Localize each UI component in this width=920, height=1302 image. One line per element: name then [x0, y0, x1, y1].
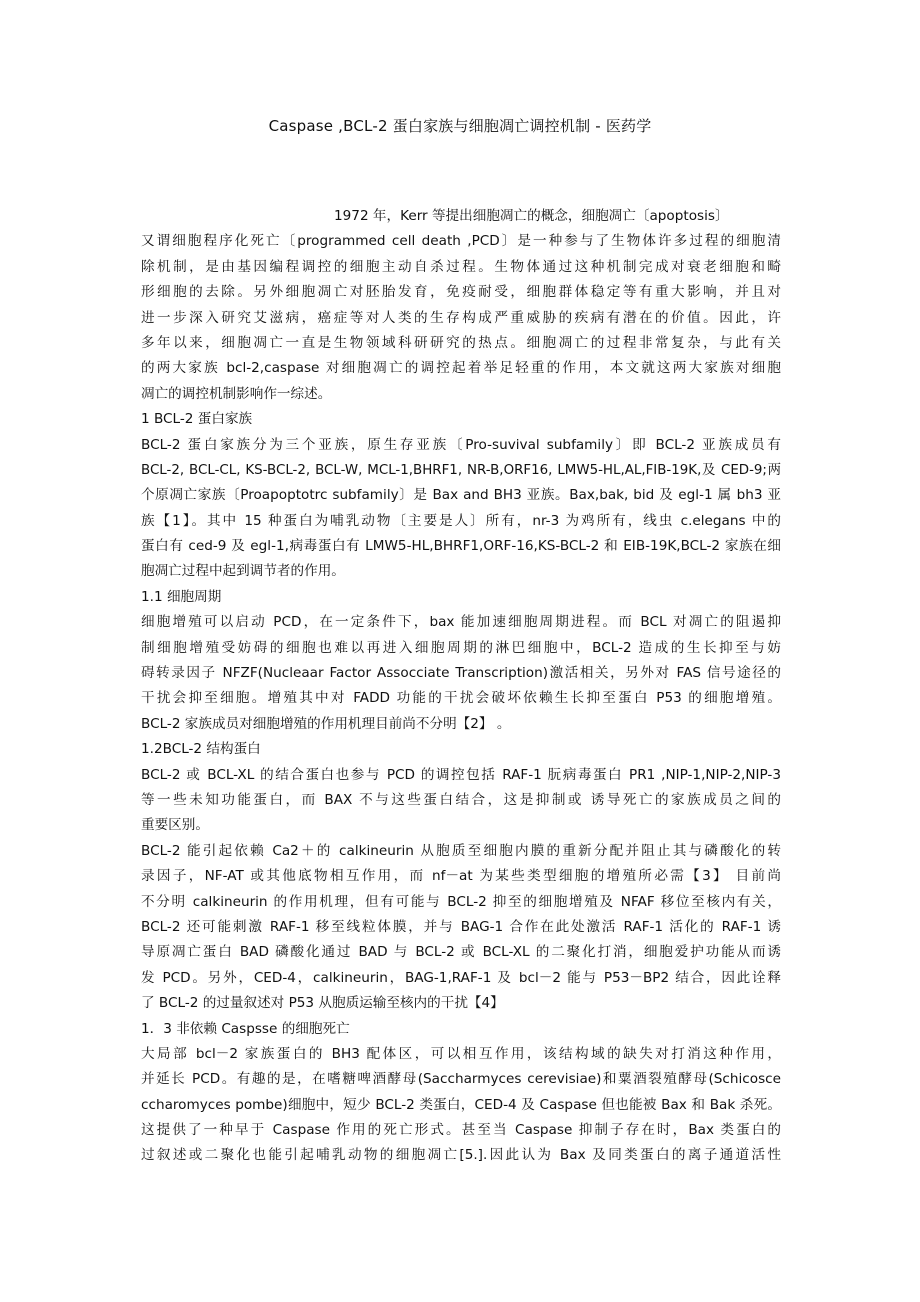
paragraph-line: BCL-2 家族成员对细胞增殖的作用机理目前尚不分明【2】 。 [141, 715, 511, 732]
paragraph-line: BCL-2 或 BCL-XL 的结合蛋白也参与 PCD 的调控包括 RAF-1 朊病毒蛋白 PR1 ,NIP-1,NIP-2,NIP-3 [141, 766, 781, 783]
section-heading: 1．3 非依赖 Caspsse 的细胞死亡 [141, 1020, 350, 1037]
paragraph-line: 等一些未知功能蛋白，而 BAX 不与这些蛋白结合，这是抑制或 诱导死亡的家族成员之间的 [141, 791, 781, 808]
paragraph-line: 了 BCL-2 的过量叙述对 P53 从胞质运输至核内的干扰【4】 [141, 995, 504, 1012]
paragraph-line: 除机制，是由基因编程调控的细胞主动自杀过程。生物体通过这种机制完成对衰老细胞和畸 [141, 258, 781, 275]
paragraph-line: 多年以来，细胞凋亡一直是生物领域科研研究的热点。细胞凋亡的过程非常复杂，与此有关 [141, 334, 781, 351]
paragraph-line: 进一步深入研究艾滋病，癌症等对人类的生存构成严重威胁的疾病有潜在的价值。因此，许 [141, 309, 781, 326]
paragraph-line: BCL-2 能引起依赖 Ca2＋的 calkineurin 从胞质至细胞内膜的重新分配并阻止其与磷酸化的转 [141, 842, 781, 859]
document-body [141, 204, 781, 1169]
paragraph-line: 发 PCD。另外，CED-4，calkineurin，BAG-1,RAF-1 及 bcl－2 能与 P53－BP2 结合，因此诠释 [141, 969, 781, 986]
paragraph-line: 这提供了一种早于 Caspase 作用的死亡形式。甚至当 Caspase 抑制子存在时，Bax 类蛋白的 [141, 1122, 781, 1139]
paragraph-line: 导原凋亡蛋白 BAD 磷酸化通过 BAD 与 BCL-2 或 BCL-XL 的二聚化打消，细胞爱护功能从而诱 [141, 944, 781, 961]
paragraph-line: 录因子，NF-AT 或其他底物相互作用，而 nf－at 为某些类型细胞的增殖所必需【3】 目前尚 [141, 868, 781, 885]
paragraph-line: 制细胞增殖受妨碍的细胞也难以再进入细胞周期的淋巴细胞中，BCL-2 造成的生长抑至与妨 [141, 639, 781, 656]
paragraph-line: 大局部 bcl－2 家族蛋白的 BH3 配体区，可以相互作用，该结构域的缺失对打消这种作用， [141, 1045, 781, 1062]
paragraph-line: 形细胞的去除。另外细胞凋亡对胚胎发育，免疫耐受，细胞群体稳定等有重大影响，并且对 [141, 284, 781, 301]
paragraph-line: 并延长 PCD。有趣的是，在嗜糖啤酒酵母(Saccharmyces cerevisiae)和粟酒裂殖酵母(Schicosce [141, 1071, 781, 1088]
paragraph-line: 凋亡的调控机制影响作一综述。 [141, 385, 332, 402]
paragraph-line: BCL-2, BCL-CL, KS-BCL-2, BCL-W, MCL-1,BHRF1, NR-B,ORF16, LMW5-HL,AL,FIB-19K,及 CED-9;两 [141, 462, 781, 478]
paragraph-line: 1972 年，Kerr 等提出细胞凋亡的概念，细胞凋亡〔apoptosis〕 [334, 208, 729, 224]
paragraph-line: 不分明 calkineurin 的作用机理，但有可能与 BCL-2 抑至的细胞增殖及 NFAF 移位至核内有关， [141, 893, 781, 910]
section-heading: 1.2BCL-2 结构蛋白 [141, 741, 261, 758]
section-heading: 1.1 细胞周期 [141, 588, 222, 605]
paragraph-line: 过叙述或二聚化也能引起哺乳动物的细胞凋亡[5.].因此认为 Bax 及同类蛋白的离子通道活性 [141, 1147, 781, 1164]
section-heading: 1 BCL-2 蛋白家族 [141, 411, 253, 428]
paragraph-line: ccharomyces pombe)细胞中，短少 BCL-2 类蛋白，CED-4 及 Caspase 但也能被 Bax 和 Bak 杀死。 [141, 1096, 781, 1113]
paragraph-line: 干扰会抑至细胞。增殖其中对 FADD 功能的干扰会破坏依赖生长抑至蛋白 P53 的细胞增殖。 [141, 690, 781, 707]
paragraph-line: 碍转录因子 NFZF(Nucleaar Factor Assocciate Transcription)激活相关，另外对 FAS 信号途径的 [141, 665, 781, 682]
document-title: Caspase ,BCL-2 蛋白家族与细胞凋亡调控机制 - 医药学 [268, 117, 652, 135]
paragraph-line: 又谓细胞程序化死亡〔programmed cell death ,PCD〕是一种参与了生物体许多过程的细胞清 [141, 233, 781, 250]
paragraph-line: 的两大家族 bcl-2,caspase 对细胞凋亡的调控起着举足轻重的作用，本文就这两大家族对细胞 [141, 360, 781, 377]
paragraph-line: BCL-2 还可能刺激 RAF-1 移至线粒体膜，并与 BAG-1 合作在此处激活 RAF-1 活化的 RAF-1 诱 [141, 918, 781, 935]
paragraph-line: 胞凋亡过程中起到调节者的作用。 [141, 563, 345, 580]
paragraph-line: 个原凋亡家族〔Proapoptotrc subfamily〕是 Bax and BH3 亚族。Bax,bak, bid 及 egl-1 属 bh3 亚 [141, 487, 781, 504]
paragraph-line: 细胞增殖可以启动 PCD，在一定条件下，bax 能加速细胞周期进程。而 BCL 对凋亡的阻遏抑 [141, 614, 781, 631]
paragraph-line: BCL-2 蛋白家族分为三个亚族，原生存亚族〔Pro-suvival subfamily〕即 BCL-2 亚族成员有 [141, 436, 781, 453]
paragraph-line: 族【1】。其中 15 种蛋白为哺乳动物〔主要是人〕所有，nr-3 为鸡所有，线虫 c.elegans 中的 [141, 512, 781, 529]
paragraph-line: 蛋白有 ced-9 及 egl-1,病毒蛋白有 LMW5-HL,BHRF1,ORF-16,KS-BCL-2 和 EIB-19K,BCL-2 家族在细 [141, 538, 781, 555]
paragraph-line: 重要区别。 [141, 817, 209, 834]
